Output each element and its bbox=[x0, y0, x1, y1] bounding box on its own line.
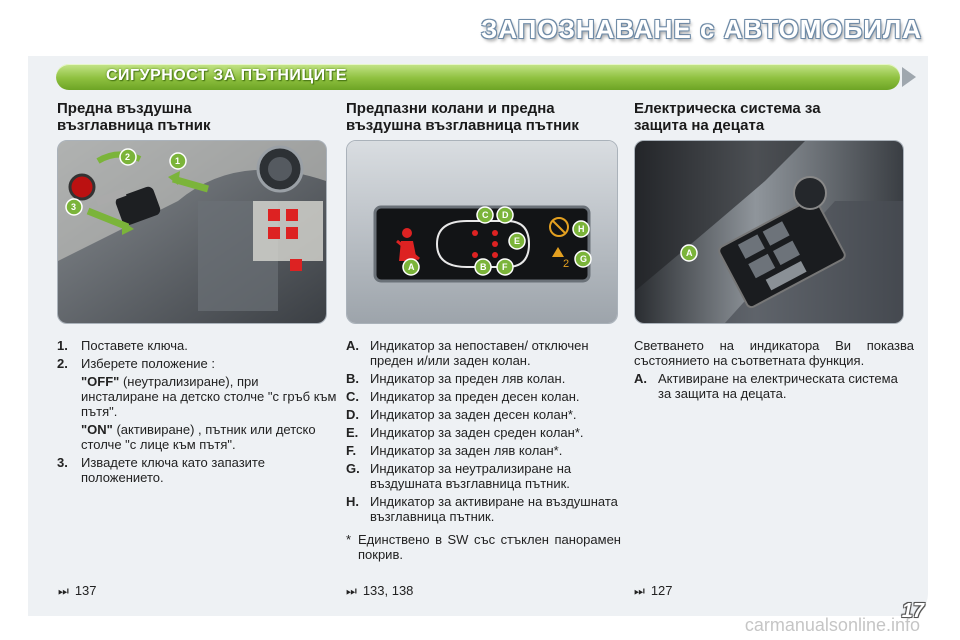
photo-label: 1 bbox=[175, 156, 181, 166]
list-item: E. Индикатор за заден среден колан*. bbox=[346, 425, 584, 440]
list-item: B. Индикатор за преден ляв колан. bbox=[346, 371, 566, 386]
list-item: 3. Извадете ключа като запазите положението. bbox=[57, 455, 265, 485]
watermark: carmanualsonline.info bbox=[744, 615, 920, 635]
skip-forward-icon: ⏭ bbox=[634, 584, 645, 598]
page-reference[interactable]: ⏭ 127 bbox=[634, 583, 673, 598]
skip-forward-icon: ⏭ bbox=[58, 584, 69, 598]
door-switch-panel-photo bbox=[634, 140, 904, 324]
column-text bbox=[634, 338, 914, 401]
column-text bbox=[346, 338, 621, 562]
column-seatbelt-indicators bbox=[346, 100, 621, 562]
photo-label: G bbox=[580, 254, 588, 264]
section-title: СИГУРНОСТ ЗА ПЪТНИЦИТЕ bbox=[106, 67, 348, 84]
list-item: F. Индикатор за заден ляв колан*. bbox=[346, 443, 563, 458]
list-item: D. Индикатор за заден десен колан*. bbox=[346, 407, 577, 422]
page-reference[interactable]: ⏭ 137 bbox=[58, 583, 97, 598]
page-number: 17 bbox=[901, 600, 924, 622]
intro-text: Светването на индикатора Ви показва състоянието на съответната функция. bbox=[634, 338, 914, 368]
column-text bbox=[57, 338, 337, 485]
column-passenger-airbag bbox=[57, 100, 337, 488]
airbag-key-switch-photo bbox=[57, 140, 327, 324]
column-title: Предпазни колани и предна въздушна възглавница пътник bbox=[346, 100, 579, 134]
photo-label: D bbox=[502, 210, 509, 220]
list-item: A. Индикатор за непоставен/ отключен преден и/или заден колан. bbox=[346, 338, 589, 368]
photo-label: A bbox=[408, 262, 415, 272]
column-title: Електрическа система за защита на децата bbox=[634, 100, 821, 134]
photo-label: H bbox=[578, 224, 585, 234]
band-arrow-icon bbox=[902, 67, 916, 87]
page-title: ЗАПОЗНАВАНЕ с АВТОМОБИЛА bbox=[480, 14, 922, 44]
photo-label: F bbox=[502, 262, 508, 272]
page-reference[interactable]: ⏭ 133, 138 bbox=[346, 583, 414, 598]
list-item: 1. Поставете ключа. bbox=[57, 338, 188, 353]
photo-label: 2 bbox=[125, 152, 131, 162]
photo-label: A bbox=[686, 248, 693, 258]
list-item: 2. Изберете положение : bbox=[57, 356, 215, 371]
column-child-lock bbox=[634, 100, 914, 404]
svg-text:2: 2 bbox=[563, 258, 570, 270]
photo-label: C bbox=[482, 210, 489, 220]
list-item: A. Активиране на електрическата система за защита на децата. bbox=[634, 371, 898, 401]
photo-label: B bbox=[480, 262, 487, 272]
skip-forward-icon: ⏭ bbox=[346, 584, 357, 598]
footnote: * Единствено в SW със стъклен панорамен покрив. bbox=[346, 532, 621, 562]
seatbelt-warning-panel-photo bbox=[346, 140, 618, 324]
photo-label: 3 bbox=[71, 202, 77, 212]
photo-label: E bbox=[514, 236, 521, 246]
section-band bbox=[56, 64, 900, 90]
option-on: "ON" (активиране) , пътник или детско столче "с лице към пътя". bbox=[81, 422, 316, 452]
list-item: H. Индикатор за активиране на въздушната възглавница пътник. bbox=[346, 494, 618, 524]
list-item: C. Индикатор за преден десен колан. bbox=[346, 389, 580, 404]
list-item: G. Индикатор за неутрализиране на въздушната възглавница пътник. bbox=[346, 461, 572, 491]
option-off: "OFF" (неутрализиране), при инсталиране на детско столче "с гръб към пътя". bbox=[81, 374, 337, 419]
column-title: Предна въздушна възглавница пътник bbox=[57, 100, 211, 134]
